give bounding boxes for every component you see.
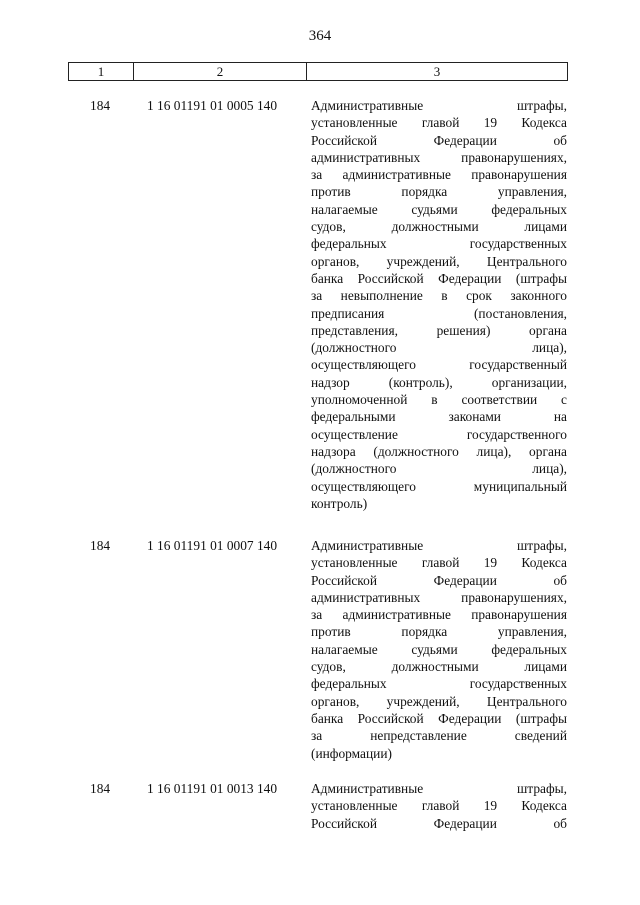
description-line: (должностного лица), <box>311 461 567 477</box>
description-line: установленные главой 19 Кодекса <box>311 555 567 571</box>
description-line: судов, должностными лицами <box>311 219 567 235</box>
column-header-row <box>68 62 568 81</box>
description-line: налагаемые судьями федеральных <box>311 201 567 217</box>
description-line: (должностного лица), <box>311 340 567 356</box>
description-line: банка Российской Федерации (штрафы <box>311 710 567 726</box>
description-line: Административные штрафы, <box>311 98 567 113</box>
description-line: федеральных государственных <box>311 676 567 692</box>
description-line: Российской Федерации об <box>311 572 567 588</box>
description-line: за непредставление сведений <box>311 728 567 744</box>
admin-code: 184 <box>90 781 111 796</box>
admin-code: 184 <box>90 98 111 113</box>
column-header-1: 1 <box>69 63 134 80</box>
description-line: федеральными законами на <box>311 409 567 425</box>
page-number: 364 <box>308 28 332 44</box>
description-line: осуществляющего государственный <box>311 357 567 373</box>
description-line: органов, учреждений, Центрального <box>311 693 567 709</box>
income-description <box>311 97 567 512</box>
description-line: (информации) <box>311 745 392 761</box>
admin-code: 184 <box>90 538 111 553</box>
description-line: надзор (контроль), организации, <box>311 374 567 390</box>
budget-classification-code: 1 16 01191 01 0005 140 <box>147 98 278 113</box>
description-line: контроль) <box>311 495 368 511</box>
description-line: за невыполнение в срок законного <box>311 288 567 304</box>
income-description <box>311 537 567 762</box>
description-line: предписания (постановления, <box>311 305 567 321</box>
description-line: осуществление государственного <box>311 426 567 442</box>
description-line: судов, должностными лицами <box>311 659 567 675</box>
description-line: Российской Федерации об <box>311 815 567 831</box>
description-line: Административные штрафы, <box>311 781 567 796</box>
description-line: за административные правонарушения <box>311 607 567 623</box>
description-line: против порядка управления, <box>311 184 567 200</box>
description-line: уполномоченной в соответствии с <box>311 392 567 408</box>
income-description <box>311 780 567 832</box>
description-line: надзора (должностного лица), органа <box>311 443 567 459</box>
description-line: против порядка управления, <box>311 624 567 640</box>
column-header-2: 2 <box>134 63 307 80</box>
description-line: административных правонарушениях, <box>311 149 567 165</box>
description-line: установленные главой 19 Кодекса <box>311 115 567 131</box>
description-line: федеральных государственных <box>311 236 567 252</box>
description-line: осуществляющего муниципальный <box>311 478 567 494</box>
description-line: налагаемые судьями федеральных <box>311 641 567 657</box>
budget-classification-code: 1 16 01191 01 0013 140 <box>147 781 278 796</box>
description-line: Административные штрафы, <box>311 538 567 553</box>
description-line: органов, учреждений, Центрального <box>311 253 567 269</box>
description-line: банка Российской Федерации (штрафы <box>311 270 567 286</box>
description-line: административных правонарушениях, <box>311 589 567 605</box>
description-line: Российской Федерации об <box>311 132 567 148</box>
budget-classification-code: 1 16 01191 01 0007 140 <box>147 538 278 553</box>
description-line: за административные правонарушения <box>311 167 567 183</box>
description-line: представления, решения) органа <box>311 322 567 338</box>
column-header-3: 3 <box>433 63 441 79</box>
description-line: установленные главой 19 Кодекса <box>311 798 567 814</box>
